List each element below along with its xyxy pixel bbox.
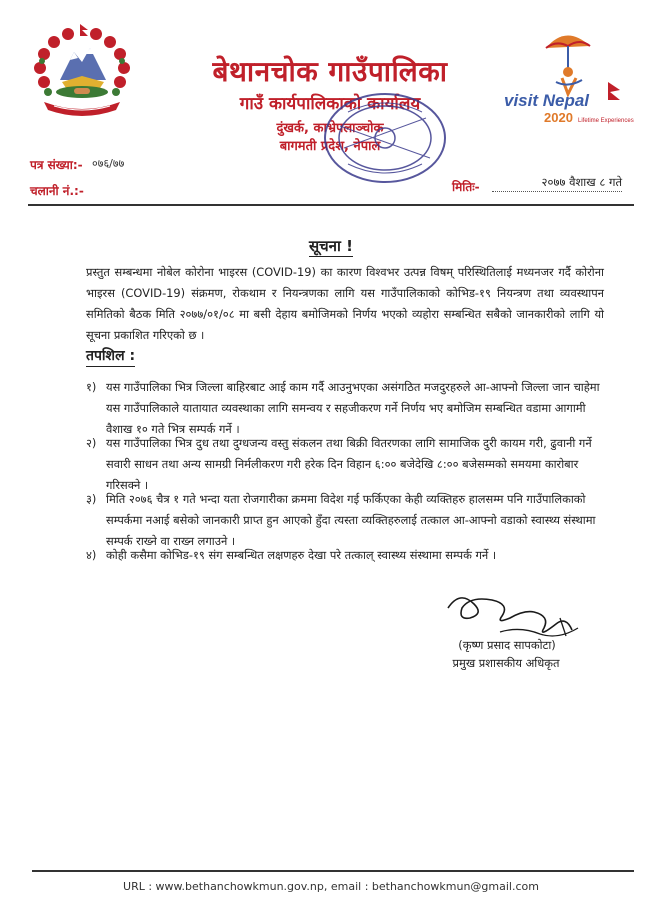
footer-contact: URL : www.bethanchowkmun.gov.np, email : bethanchowkmun@gmail.com xyxy=(123,880,539,893)
visit-nepal-2020-logo xyxy=(496,22,634,132)
brand-logo-year: 2020 xyxy=(544,110,573,125)
details-heading: तपशिल : xyxy=(86,346,135,367)
notice-title-wrap xyxy=(0,236,662,256)
list-item: यस गाउँपालिका भित्र जिल्ला बाहिरबाट आई काम गर्दै आउनुभएका असंगठित मजदुरहरुले आ-आफ्नो जिल्ला जान चाहेमा यस गाउँपालिकाले यातायात व्यवस्थाका लागि समन्वय र सहजीकरण गर्ने निर्णय भए बमोजिम सम्बन्धित वडामा आगामी वैशाख १० गते भित्र सम्पर्क गर्ने । xyxy=(106,380,600,436)
date-value: २०७७ वैशाख ८ गते xyxy=(492,175,622,192)
address-line2: बागमती प्रदेश, नेपाल xyxy=(279,139,381,154)
signer-name: (कृष्ण प्रसाद सापकोटा) xyxy=(458,638,556,652)
list-item: यस गाउँपालिका भित्र दुध तथा दुग्धजन्य वस्तु संकलन तथा बिक्री वितरणका लागि सामाजिक दुरी कायम गरी, ढुवानी गर्ने सवारी साधन तथा अन्य सामग्री निर्मलीकरण गरी हरेक दिन विहान ६:०० बजेदेखि ८:०० बजेसम्मको समयमा कारोबार गरिसक्ने । xyxy=(106,436,592,492)
item-number: २) xyxy=(86,436,97,450)
date-label: मितिः- xyxy=(452,180,480,194)
letter-number-value: ०७६/७७ xyxy=(92,157,125,170)
office-seal-stamp-icon xyxy=(318,88,452,188)
footer-divider xyxy=(32,870,634,872)
brand-logo-text: visit Nepal xyxy=(504,91,590,110)
notice-paragraph: प्रस्तुत सम्बन्धमा नोबेल कोरोना भाइरस (COVID-19) का कारण विश्वभर उत्पन्न विषम् परिस्थितिलाई मध्यनजर गर्दै कोरोना भाइरस (COVID-19) संक्रमण, रोकथाम र नियन्त्रणका लागि यस गाउँपालिकाको कोभिड-१९ नियन्त्रण तथा व्यवस्थापन समितिको बैठक मिति २०७७/०१/०८ मा बसी देहाय बमोजिमको निर्णय भएको व्यहोरा सम्बन्धित सबैको जानकारीको लागि यो सूचना प्रकाशित गरिएको छ । xyxy=(86,265,604,342)
item-number: १) xyxy=(86,380,97,394)
notice-title: सूचना ! xyxy=(309,237,353,255)
item-number: ४) xyxy=(86,548,97,562)
item-number: ३) xyxy=(86,492,97,506)
signer-title: प्रमुख प्रशासकीय अधिकृत xyxy=(452,656,560,670)
org-name: बेथानचोक गाउँपालिका xyxy=(212,55,448,88)
letter-number-label: पत्र संख्या:- xyxy=(30,158,83,172)
address-line1: दुंखर्क, काभ्रेपलाञ्चोक xyxy=(276,121,384,136)
brand-logo-tagline: Lifetime Experiences xyxy=(578,118,634,124)
nepal-government-emblem-icon xyxy=(30,22,134,118)
header-divider xyxy=(28,204,634,206)
list-item: मिति २०७६ चैत्र १ गते भन्दा यता रोजगारीका क्रममा विदेश गई फर्किएका केही व्यक्तिहरु हालसम्म पनि गाउँपालिकाको सम्पर्कमा नआई बसेको जानकारी प्राप्त हुन आएको हुँदा त्यस्ता व्यक्तिहरुलाई तत्काल आ-आफ्नो वडाको स्वास्थ्य संस्थामा सम्पर्क राख्ने वा राख्न लगाउने । xyxy=(106,492,596,548)
office-name: गाउँ कार्यपालिकाको कार्यालय xyxy=(239,94,421,114)
list-item: कोही कसैमा कोभिड-१९ संग सम्बन्धित लक्षणहरु देखा परे तत्काल् स्वास्थ्य संस्थामा सम्पर्क गर्ने । xyxy=(106,548,497,562)
dispatch-number-label: चलानी नं.:- xyxy=(30,184,84,198)
